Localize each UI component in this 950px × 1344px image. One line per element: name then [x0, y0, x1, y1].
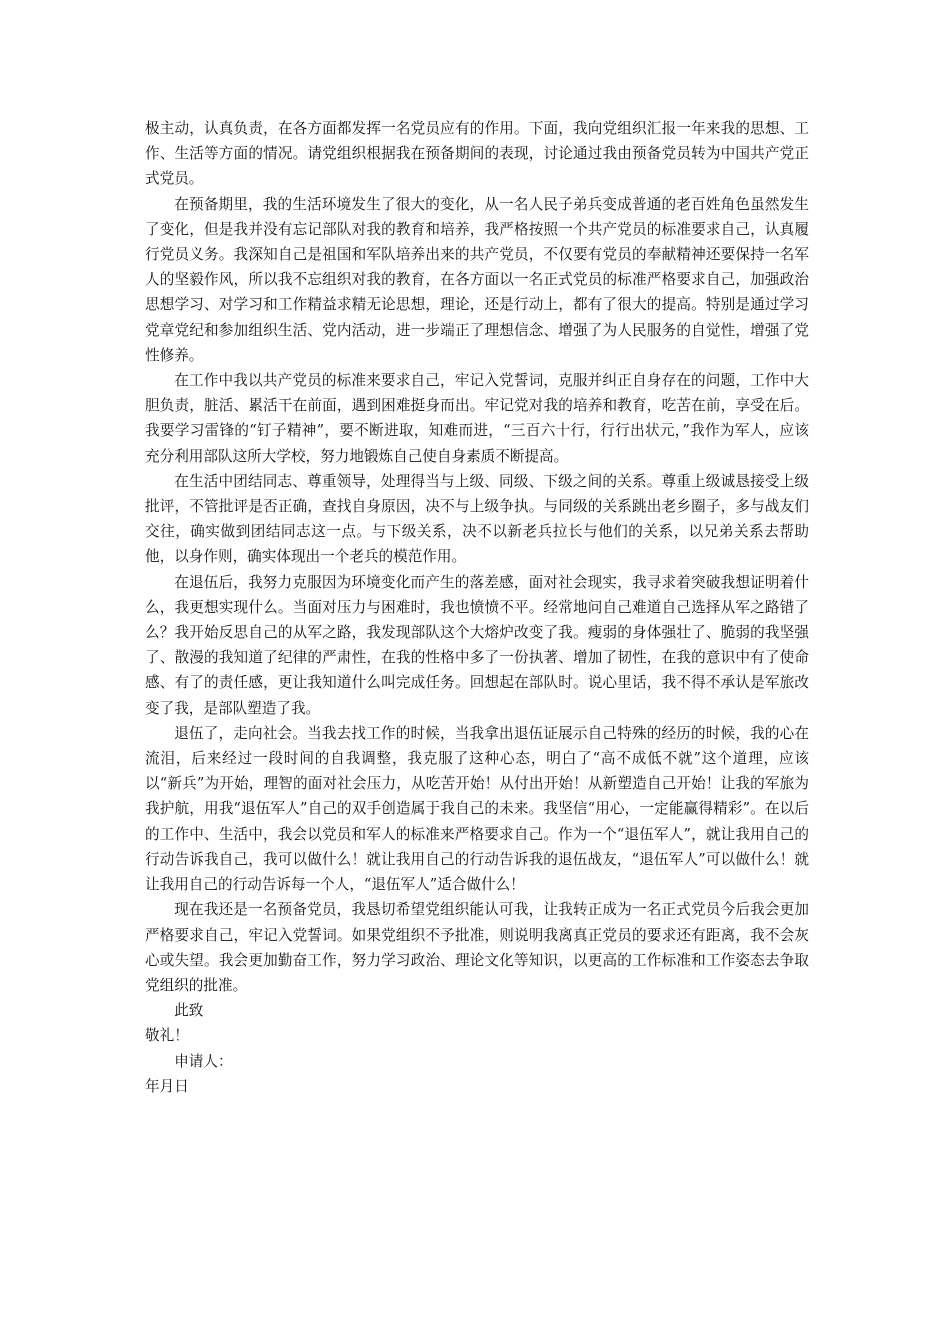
closing-salutation: 此致 [174, 1002, 204, 1020]
paragraph-society: 退伍了，走向社会。当我去找工作的时候，当我拿出退伍证展示自己特殊的经历的时候，我的心在流泪，后来经过一段时间的自我调整，我克服了这种心态，明白了“高不成低不就”这个道理，应该以“新兵”为开始，理智的面对社会压力，从吃苦开始！从付出开始！从新塑造自己开始！让我的军旅为我护航，用我“退伍军人”自己的双手创造属于我自己的未来。我坚信“用心，一定能赢得精彩”。在以后的工作中、生活中，我会以党员和军人的标准来严格要求自己。作为一个“退伍军人”，就让我用自己的行动告诉我自己，我可以做什么！就让我用自己的行动告诉我的退伍战友，“退伍军人”可以做什么！就让我用自己的行动告诉每一个人，“退伍军人”适合做什么！ [145, 724, 809, 894]
letter-body [145, 116, 809, 1099]
applicant-signature-line: 申请人： [174, 1052, 233, 1070]
date-line: 年月日 [145, 1077, 189, 1095]
closing-regards: 敬礼！ [145, 1027, 189, 1045]
paragraph-work: 在工作中我以共产党员的标准来要求自己，牢记入党誓词，克服并纠正自身存在的问题，工作中大胆负责，脏活、累活干在前面，遇到困难挺身而出。牢记党对我的培养和教育，吃苦在前，享受在后。我要学习雷锋的“钉子精神”，要不断进取，知难而进，“三百六十行，行行出状元，”我作为军人，应该充分利用部队这所大学校，努力地锻炼自己使自身素质不断提高。 [145, 372, 809, 465]
paragraph-after-discharge: 在退伍后，我努力克服因为环境变化而产生的落差感，面对社会现实，我寻求着突破我想证明着什么，我更想实现什么。当面对压力与困难时，我也愤愤不平。经常地问自己难道自己选择从军之路错了么？我开始反思自己的从军之路，我发现部队这个大熔炉改变了我。瘦弱的身体强壮了、脆弱的我坚强了、散漫的我知道了纪律的严肃性，在我的性格中多了一份执著、增加了韧性，在我的意识中有了使命感、有了的责任感，更让我知道什么叫完成任务。回想起在部队时。说心里话，我不得不承认是军旅改变了我，是部队塑造了我。 [145, 573, 809, 717]
paragraph-intro: 极主动，认真负责，在各方面都发挥一名党员应有的作用。下面，我向党组织汇报一年来我的思想、工作、生活等方面的情况。请党组织根据我在预备期间的表现，讨论通过我由预备党员转为中国共产党正式党员。 [145, 120, 809, 188]
paragraph-life: 在生活中团结同志、尊重领导，处理得当与上级、同级、下级之间的关系。尊重上级诚恳接受上级批评，不管批评是否正确，查找自身原因，决不与上级争执。与同级的关系跳出老乡圈子，多与战友们交往，确实做到团结同志这一点。与下级关系，决不以新老兵拉长与他们的关系，以兄弟关系去帮助他，以身作则，确实体现出一个老兵的模范作用。 [145, 472, 809, 566]
paragraph-probation-period: 在预备期里，我的生活环境发生了很大的变化，从一名人民子弟兵变成普通的老百姓角色虽然发生了变化，但是我并没有忘记部队对我的教育和培养，我严格按照一个共产党员的标准要求自己，认真履行党员义务。我深知自己是祖国和军队培养出来的共产党员，不仅要有党员的奉献精神还要保持一名军人的坚毅作风，所以我不忘组织对我的教育，在各方面以一名正式党员的标准严格要求自己，加强政治思想学习、对学习和工作精益求精无论思想，理论，还是行动上，都有了很大的提高。特别是通过学习党章党纪和参加组织生活、党内活动，进一步端正了理想信念、增强了为人民服务的自觉性，增强了党性修养。 [145, 195, 809, 364]
paragraph-request: 现在我还是一名预备党员，我恳切希望党组织能认可我，让我转正成为一名正式党员今后我会更加严格要求自己，牢记入党誓词。如果党组织不予批准，则说明我离真正党员的要求还有距离，我不会灰心或失望。我会更加勤奋工作，努力学习政治、理论文化等知识，以更高的工作标准和工作姿态去争取党组织的批准。 [145, 901, 809, 994]
